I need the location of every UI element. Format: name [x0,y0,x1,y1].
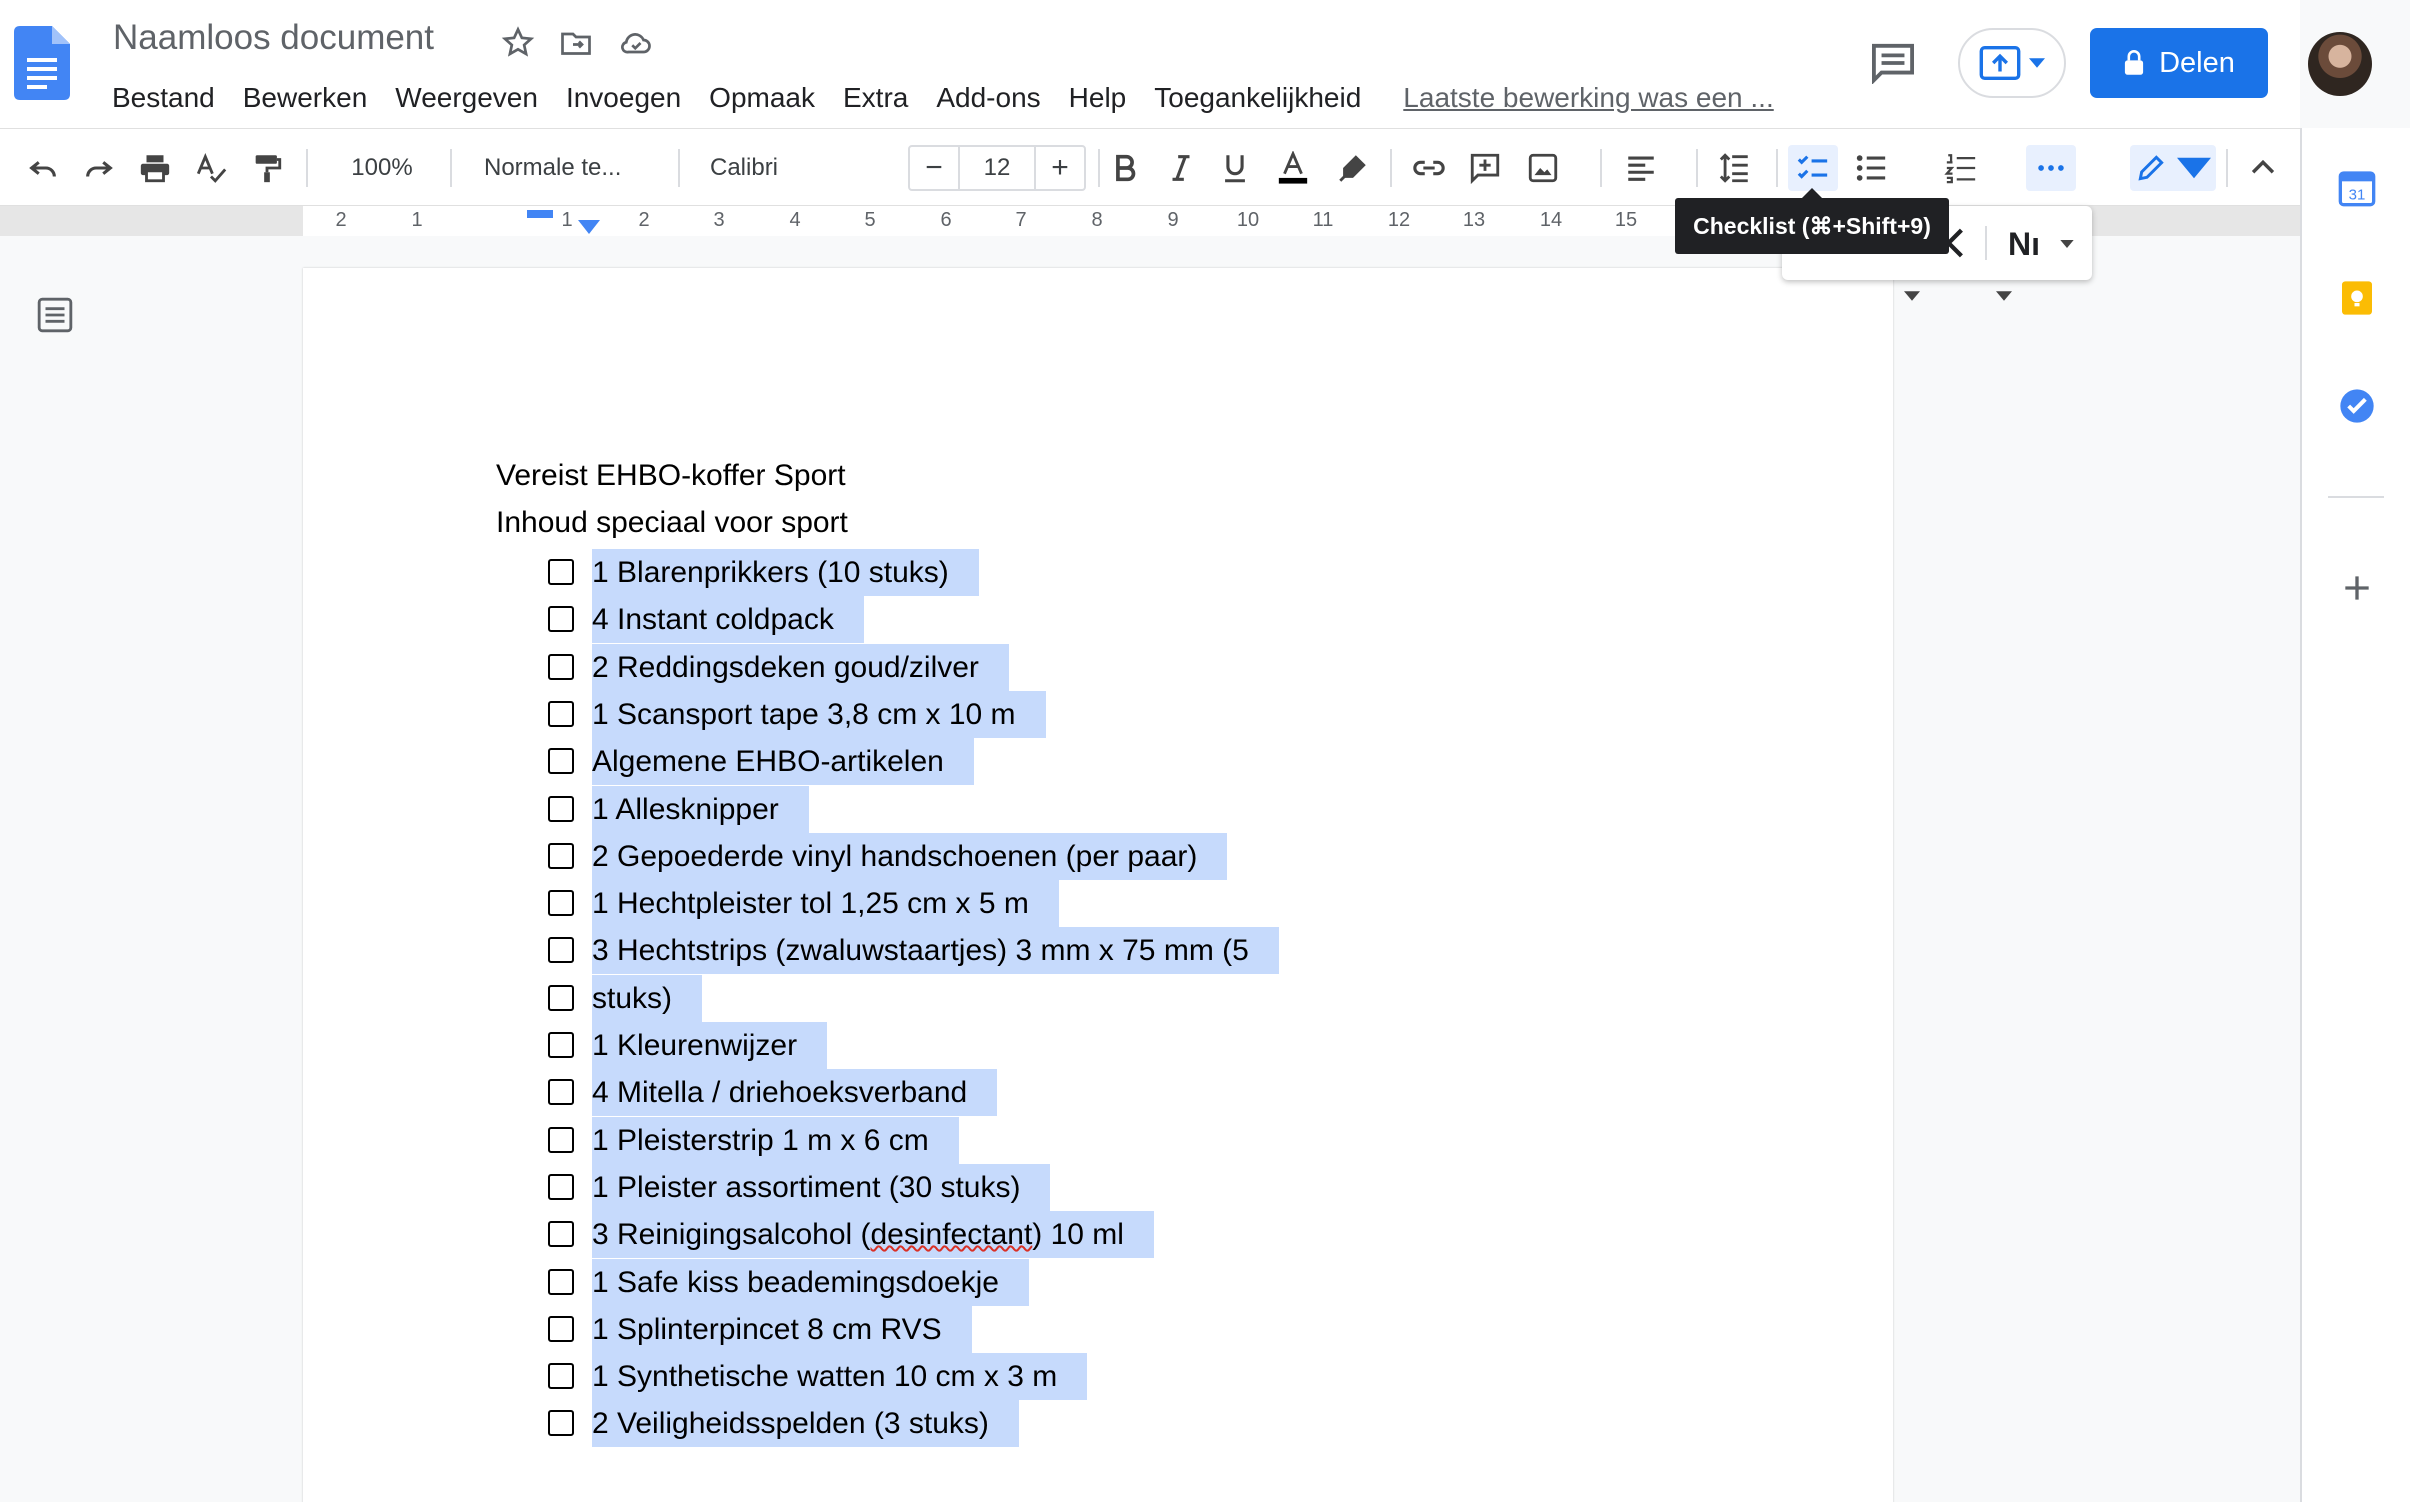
first-line-indent-marker[interactable] [527,210,553,220]
document-subheading[interactable]: Inhoud speciaal voor sport [496,506,848,539]
italic-icon [1164,151,1198,185]
spellcheck-button[interactable] [188,145,234,191]
underline-icon [1218,151,1252,185]
share-button[interactable] [2090,28,2268,98]
ruler-number: 8 [1091,209,1103,231]
bold-button[interactable] [1102,145,1148,191]
checklist-tooltip: Checklist (⌘+Shift+9) [1675,198,1949,254]
print-icon [138,151,172,185]
menu-help[interactable]: Help [1068,82,1127,113]
zoom-value: 100% [351,154,413,181]
menu-format[interactable]: Opmaak [709,82,815,113]
text-color-button[interactable] [1270,145,1316,191]
avatar[interactable] [2308,32,2372,96]
bulleted-list-button[interactable] [1848,145,1894,191]
ruler-number: 1 [561,209,573,231]
checklist-icon [1796,151,1830,185]
checkbox[interactable] [548,1221,574,1247]
decrease-font-size-button[interactable]: − [925,151,943,184]
ruler-number: 2 [335,209,347,231]
toolbar [0,128,2300,206]
menu-accessibility[interactable]: Toegankelijkheid [1154,82,1362,113]
print-button[interactable] [132,145,178,191]
line-spacing-button[interactable] [1712,145,1758,191]
floating-toolbar-divider [1985,226,1987,260]
menu-view[interactable]: Weergeven [395,82,538,113]
present-icon [1979,46,2021,80]
insert-comment-button[interactable] [1462,145,1508,191]
redo-icon [82,151,116,185]
insert-link-button[interactable] [1406,145,1452,191]
keep-icon[interactable] [2337,278,2377,318]
numbered-list-button[interactable] [1938,145,1984,191]
calendar-icon[interactable] [2337,168,2377,208]
ruler-number: 7 [1015,209,1027,231]
toolbar-divider [450,149,452,187]
ruler-number: 4 [789,209,801,231]
toolbar-divider [678,149,680,187]
checklist-item-text[interactable]: 2 Veiligheidsspelden (3 stuks) [592,1400,1019,1447]
checklist-item-text[interactable]: 2 Reddingsdeken goud/zilver [592,644,1009,691]
header [0,0,2300,128]
spellcheck-underline[interactable]: desinfectant [870,1218,1033,1251]
toolbar-divider [306,149,308,187]
document-outline-icon[interactable] [36,296,74,334]
spellcheck-icon [194,151,228,185]
font-size-input[interactable]: 12 [958,147,1036,189]
checklist-item-text[interactable]: 1 Hechtpleister tol 1,25 cm x 5 m [592,880,1059,927]
checklist-item-text[interactable]: 1 Kleurenwijzer [592,1022,827,1069]
document-page[interactable] [303,268,1893,1502]
image-icon [1526,151,1560,185]
google-docs-logo-icon[interactable] [14,26,70,100]
ruler-number: 9 [1167,209,1179,231]
text-color-icon [1276,151,1310,185]
font-family-value: Calibri [710,154,779,181]
redo-button[interactable] [76,145,122,191]
ruler-number: 3 [713,209,725,231]
checkbox[interactable] [548,1363,574,1389]
menu-tools[interactable]: Extra [843,82,909,113]
checklist-button[interactable] [1788,145,1838,191]
checkbox[interactable] [548,701,574,727]
ruler-number: 12 [1387,209,1411,231]
menu-bar [112,78,1774,118]
editing-mode-button[interactable] [2130,145,2216,191]
left-indent-marker[interactable] [578,220,600,234]
lock-icon [2123,50,2145,76]
undo-icon [26,151,60,185]
document-title[interactable]: Naamloos document [113,18,434,57]
toolbar-divider [2226,149,2228,187]
ruler-number: 11 [1312,209,1334,231]
align-left-icon [1624,151,1658,185]
move-to-folder-icon[interactable] [558,25,594,61]
menu-edit[interactable]: Bewerken [242,82,368,113]
line-spacing-icon [1718,151,1752,185]
increase-font-size-button[interactable]: + [1051,151,1069,184]
checkbox[interactable] [548,1410,574,1436]
checklist-item-text[interactable]: 4 Mitella / driehoeksverband [592,1069,997,1116]
menu-file[interactable]: Bestand [112,82,215,113]
pencil-icon [2135,152,2167,184]
font-size-control [908,145,1086,191]
highlighter-icon [1336,151,1370,185]
checklist-item-text[interactable]: 1 Allesknipper [592,786,809,833]
align-button[interactable] [1618,145,1664,191]
checkbox[interactable] [548,843,574,869]
more-horizontal-icon [2034,151,2068,185]
toolbar-divider [1390,149,1392,187]
ruler-number: 10 [1236,209,1260,231]
highlight-color-button[interactable] [1330,145,1376,191]
tasks-icon[interactable] [2337,386,2377,426]
zoom-select[interactable] [322,145,442,191]
checklist-item-text[interactable]: 3 Reinigingsalcohol (desinfectant) 10 ml [592,1211,1154,1258]
insert-image-button[interactable] [1520,145,1566,191]
ruler-number: 2 [638,209,650,231]
checkbox[interactable] [548,937,574,963]
checkbox[interactable] [548,1269,574,1295]
menu-addons[interactable]: Add-ons [936,82,1041,113]
italic-button[interactable] [1158,145,1204,191]
paragraph-style-value: Normale te... [484,154,622,181]
svg-text:31: 31 [2348,186,2366,204]
add-addon-icon[interactable] [2337,568,2377,608]
checklist-item-text[interactable]: 2 Gepoederde vinyl handschoenen (per paar) [592,833,1227,880]
toolbar-divider [1776,149,1778,187]
checklist-item-text[interactable]: 4 Instant coldpack [592,596,864,643]
ruler-number: 6 [940,209,952,231]
checkbox[interactable] [548,748,574,774]
checkbox[interactable] [548,985,574,1011]
floating-toolbar-label[interactable]: Nı [2008,226,2040,262]
mode-chevron-down-icon [2177,151,2211,185]
ruler-number: 1 [411,209,423,231]
last-edit-link[interactable]: Laatste bewerking was een ... [1403,82,1774,113]
ruler-number: 13 [1462,209,1486,231]
checklist-item-text[interactable]: 1 Blarenprikkers (10 stuks) [592,549,979,596]
chevron-down-icon [2029,58,2045,68]
checkbox[interactable] [548,606,574,632]
present-button[interactable] [1958,28,2066,98]
floating-chevron-down-icon[interactable] [2060,240,2074,248]
side-panel-divider [2328,496,2384,498]
checklist-item-text[interactable]: 1 Scansport tape 3,8 cm x 10 m [592,691,1046,738]
toolbar-divider [1098,149,1100,187]
document-heading[interactable]: Vereist EHBO-koffer Sport [496,459,846,492]
numbered-chevron-down-icon[interactable] [1996,291,2012,301]
font-family-select[interactable] [696,145,846,191]
toolbar-divider [1696,149,1698,187]
checkbox[interactable] [548,654,574,680]
comments-icon[interactable] [1870,42,1916,84]
more-options-button[interactable] [2026,145,2076,191]
toolbar-divider [1600,149,1602,187]
checkbox[interactable] [548,1079,574,1105]
checklist-item-text[interactable]: 1 Pleister assortiment (30 stuks) [592,1164,1050,1211]
tooltip-arrow [1802,188,1822,198]
checklist-item-text[interactable]: 1 Pleisterstrip 1 m x 6 cm [592,1117,959,1164]
bullet-chevron-down-icon[interactable] [1904,291,1920,301]
paragraph-style-select[interactable] [470,145,640,191]
checkbox[interactable] [548,890,574,916]
checklist-item-text[interactable]: 1 Splinterpincet 8 cm RVS [592,1306,972,1353]
link-icon [1412,151,1446,185]
checkbox[interactable] [548,1032,574,1058]
checkbox[interactable] [548,1174,574,1200]
add-comment-icon [1468,151,1502,185]
checkbox[interactable] [548,796,574,822]
ruler-number: 14 [1539,209,1563,231]
checkbox[interactable] [548,1127,574,1153]
checkbox[interactable] [548,559,574,585]
cloud-saved-icon[interactable] [618,25,654,61]
star-icon[interactable] [500,25,536,61]
bulleted-list-icon [1854,151,1888,185]
checklist-item-text[interactable]: stuks) [592,975,702,1022]
underline-button[interactable] [1212,145,1258,191]
paint-format-icon [250,151,284,185]
share-button-label: Delen [2159,46,2235,79]
checklist-item-text[interactable]: 3 Hechtstrips (zwaluwstaartjes) 3 mm x 75 mm (5 [592,927,1279,974]
chevron-up-icon [2246,151,2280,185]
checkbox[interactable] [548,1316,574,1342]
undo-button[interactable] [20,145,66,191]
ruler-number: 15 [1614,209,1638,231]
checklist-item-text[interactable]: 1 Safe kiss beademingsdoekje [592,1259,1029,1306]
collapse-toolbar-button[interactable] [2240,145,2286,191]
ruler-number: 5 [864,209,876,231]
menu-insert[interactable]: Invoegen [565,82,682,113]
checklist-item-text[interactable]: Algemene EHBO-artikelen [592,738,974,785]
numbered-list-icon [1944,151,1978,185]
paint-format-button[interactable] [244,145,290,191]
side-panel [2300,128,2410,1502]
bold-icon [1108,151,1142,185]
checklist-item-text[interactable]: 1 Synthetische watten 10 cm x 3 m [592,1353,1087,1400]
